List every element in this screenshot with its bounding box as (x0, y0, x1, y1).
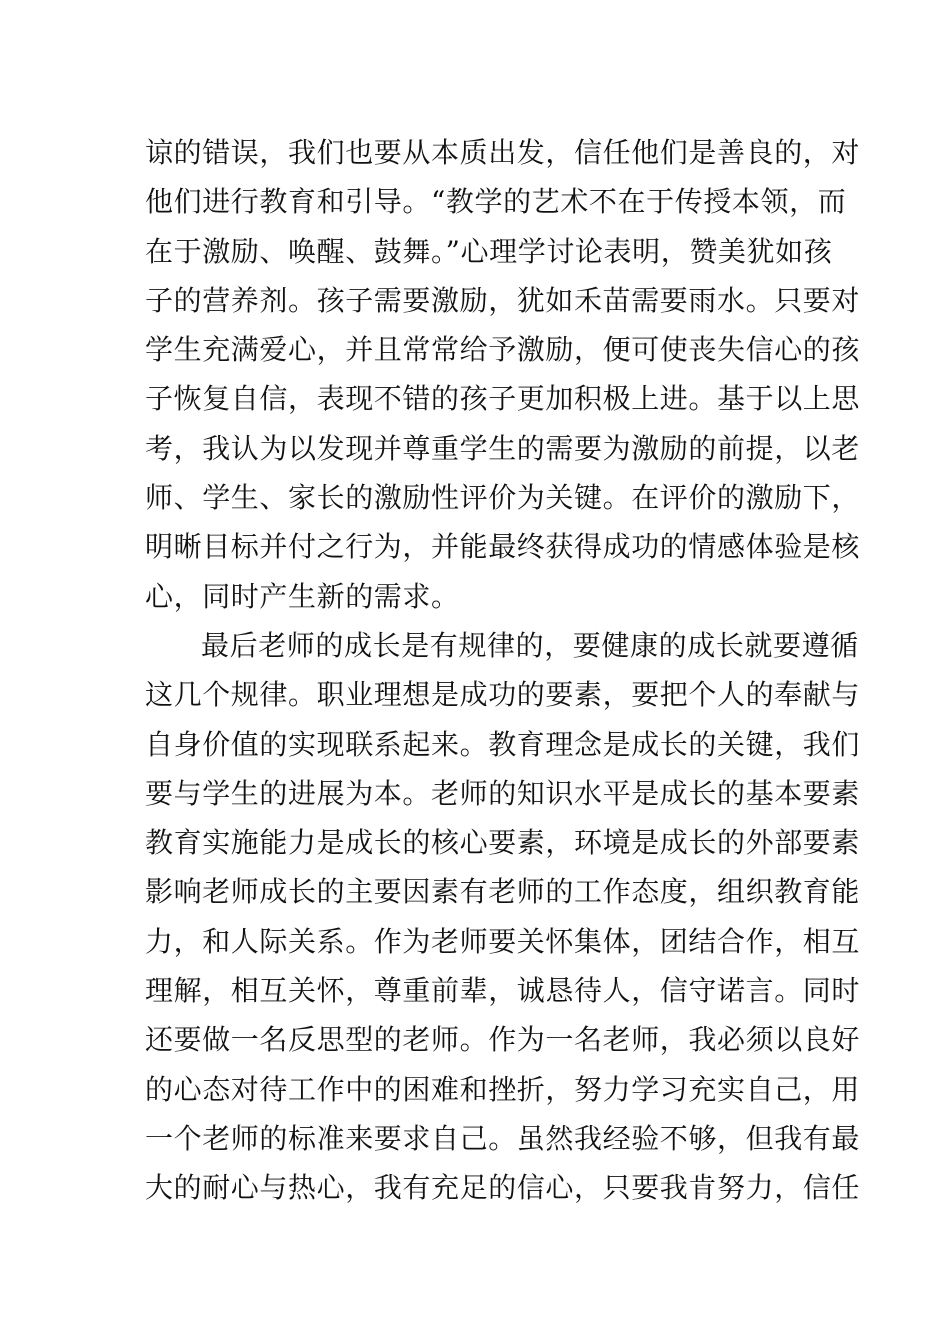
text-line: 在于激励、唤醒、鼓舞。”心理学讨论表明，赞美犹如孩 (145, 234, 833, 268)
text-line: 谅的错误，我们也要从本质出发，信任他们是善良的，对 (145, 136, 861, 169)
paragraph-2 (145, 621, 861, 1213)
text-line: 大的耐心与热心，我有充足的信心，只要我肯努力，信任 (145, 1171, 861, 1205)
text-line: 学生充满爱心，并且常常给予激励，便可使丧失信心的孩 (145, 333, 861, 367)
document-body (145, 128, 861, 1213)
text-line: 子恢复自信，表现不错的孩子更加积极上进。基于以上思 (145, 382, 861, 416)
text-line: 理解，相互关怀，尊重前辈，诚恳待人，信守诺言。同时 (145, 974, 861, 1008)
text-line: 要与学生的进展为本。老师的知识水平是成长的基本要素 (145, 776, 861, 810)
text-line: 考，我认为以发现并尊重学生的需要为激励的前提，以老 (145, 431, 861, 465)
text-line: 的心态对待工作中的困难和挫折，努力学习充实自己，用 (145, 1072, 861, 1106)
text-line: 他们进行教育和引导。“教学的艺术不在于传授本领，而 (145, 185, 847, 219)
text-line: 还要做一名反思型的老师。作为一名老师，我必须以良好 (145, 1023, 861, 1057)
text-line: 明晰目标并付之行为，并能最终获得成功的情感体验是核 (145, 530, 861, 564)
text-line: 这几个规律。职业理想是成功的要素，要把个人的奉献与 (145, 678, 861, 712)
text-line: 教育实施能力是成长的核心要素，环境是成长的外部要素 (145, 826, 861, 860)
paragraph-1 (145, 128, 861, 621)
text-line: 最后老师的成长是有规律的，要健康的成长就要遵循 (201, 628, 859, 662)
text-line: 子的营养剂。孩子需要激励，犹如禾苗需要雨水。只要对 (145, 283, 861, 317)
text-line: 心，同时产生新的需求。 (145, 579, 460, 613)
text-line: 一个老师的标准来要求自己。虽然我经验不够，但我有最 (145, 1121, 861, 1155)
text-line: 力，和人际关系。作为老师要关怀集体，团结合作，相互 (145, 924, 861, 958)
text-line: 影响老师成长的主要因素有老师的工作态度，组织教育能 (145, 875, 861, 909)
text-line: 自身价值的实现联系起来。教育理念是成长的关键，我们 (145, 727, 861, 761)
text-line: 师、学生、家长的激励性评价为关键。在评价的激励下， (145, 481, 861, 515)
